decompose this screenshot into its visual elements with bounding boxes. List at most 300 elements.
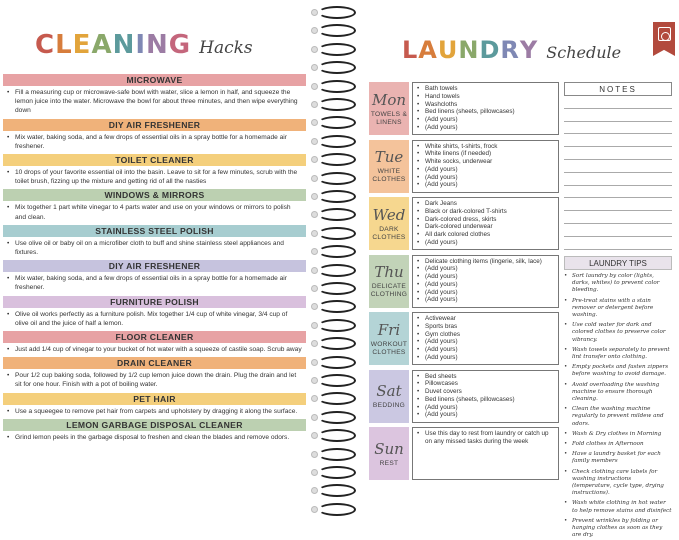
task-text: (Add yours) <box>425 116 458 124</box>
task-item <box>417 388 554 396</box>
title-letter: I <box>135 30 147 60</box>
day-name: Sat <box>376 382 402 400</box>
hack-heading: MICROWAVE <box>3 74 306 86</box>
title-letter: L <box>402 36 419 64</box>
bullet-icon: • <box>417 116 420 124</box>
hack-card <box>3 225 306 257</box>
day-row-mon <box>369 82 559 135</box>
task-item <box>417 396 554 404</box>
bullet-icon: • <box>564 364 568 371</box>
laundry-tips-section <box>564 256 672 540</box>
binding-hole <box>311 248 318 255</box>
bullet-icon: • <box>7 169 10 177</box>
task-text: White shirts, t-shirts, frock <box>425 142 498 150</box>
task-item <box>417 200 554 208</box>
hack-card <box>3 189 306 221</box>
hack-text-row <box>3 343 306 354</box>
task-item <box>417 108 554 116</box>
hack-heading: DIY AIR FRESHENER <box>3 260 306 272</box>
bullet-icon: • <box>417 231 420 239</box>
tip-item <box>564 441 672 448</box>
note-line[interactable] <box>564 96 672 109</box>
task-text: Sports bras <box>425 322 458 330</box>
task-item <box>417 338 554 346</box>
task-text: Black or dark-colored T-shirts <box>425 207 507 215</box>
bullet-icon: • <box>564 406 568 413</box>
spiral-ring <box>318 190 356 203</box>
spiral-ring <box>318 153 356 166</box>
spiral-ring <box>318 282 356 295</box>
task-text: Washcloths <box>425 100 458 108</box>
binding-hole <box>311 285 318 292</box>
hack-text-row <box>3 308 306 328</box>
day-tab <box>369 427 409 480</box>
day-task-box <box>412 370 559 423</box>
binding-hole <box>311 267 318 274</box>
hack-heading: FURNITURE POLISH <box>3 296 306 308</box>
note-line[interactable] <box>564 147 672 160</box>
day-row-sun <box>369 427 559 480</box>
notes-heading: NOTES <box>564 82 672 96</box>
bullet-icon: • <box>417 330 420 338</box>
bullet-icon: • <box>7 433 10 441</box>
binding-hole <box>311 340 318 347</box>
task-item <box>417 296 554 304</box>
note-line[interactable] <box>564 173 672 186</box>
hack-text: Just add 1/4 cup of vinegar to your bucket of hot water with a squeeze of castile soap. Scrub away <box>15 346 302 354</box>
task-item <box>417 181 554 189</box>
day-tab <box>369 312 409 365</box>
task-text: (Add yours) <box>425 346 458 354</box>
tip-item <box>564 364 672 378</box>
bullet-icon: • <box>7 346 10 354</box>
binding-hole <box>311 395 318 402</box>
note-line[interactable] <box>564 211 672 224</box>
hack-heading: TOILET CLEANER <box>3 154 306 166</box>
spiral-ring <box>318 172 356 185</box>
day-name: Mon <box>371 90 407 109</box>
bullet-icon: • <box>417 372 420 380</box>
task-item <box>417 116 554 124</box>
binding-hole <box>311 322 318 329</box>
binding-hole <box>311 119 318 126</box>
bullet-icon: • <box>417 288 420 296</box>
hack-card <box>3 419 306 442</box>
task-text: Delicate clothing items (lingerie, silk, lace) <box>425 257 542 265</box>
day-category: WORKOUT CLOTHES <box>370 340 408 356</box>
bullet-icon: • <box>417 338 420 346</box>
task-text: (Add yours) <box>425 338 458 346</box>
hack-text: Olive oil works perfectly as a furniture polish. Mix together 1/4 cup of white vinegar, 3/4 cup of olive oil and the juice of half a lemon. <box>15 310 288 327</box>
hack-card <box>3 357 306 389</box>
bullet-icon: • <box>7 372 10 380</box>
tip-text: Have a laundry basket for each family members <box>572 451 661 465</box>
spiral-ring <box>318 135 356 148</box>
hack-text: Use olive oil or baby oil on a microfiber cloth to buff and shine stainless steel appliances and fixtures. <box>15 239 284 257</box>
bullet-icon: • <box>417 207 420 215</box>
task-item <box>417 346 554 354</box>
task-item <box>417 143 554 151</box>
hack-card <box>3 260 306 292</box>
day-name: Sun <box>374 439 404 458</box>
task-text: (Add yours) <box>425 288 458 296</box>
binding-hole <box>311 9 318 16</box>
title-letter: Y <box>519 36 539 64</box>
spiral-ring <box>318 356 356 369</box>
bullet-icon: • <box>417 257 420 265</box>
bullet-icon: • <box>417 165 420 173</box>
hack-text: Mix water, baking soda, and a few drops of essential oils in a spray bottle for a homemade air freshener. <box>15 275 287 292</box>
hack-text: Fill a measuring cup or microwave-safe bowl with water, slice a lemon in half, and squeeze the lemon juice into the water. Microwave the bowl for about three minutes, and then wipe everything down <box>15 89 298 115</box>
hack-text-row <box>3 431 306 442</box>
spiral-ring <box>318 429 356 442</box>
task-text: Dark-colored underwear <box>425 223 493 231</box>
task-item <box>417 281 554 289</box>
task-item <box>417 158 554 166</box>
bullet-icon: • <box>417 100 420 108</box>
binding-hole <box>311 193 318 200</box>
bullet-icon: • <box>417 346 420 354</box>
binding-hole <box>311 83 318 90</box>
tip-item <box>564 518 672 540</box>
task-item <box>417 166 554 174</box>
task-item <box>417 430 554 446</box>
day-task-box <box>412 312 559 365</box>
page-title <box>35 30 253 70</box>
bullet-icon: • <box>7 89 10 96</box>
spiral-ring <box>318 80 356 93</box>
bullet-icon: • <box>417 123 420 131</box>
spiral-ring <box>318 116 356 129</box>
task-item <box>417 411 554 419</box>
spiral-ring <box>318 61 356 74</box>
task-item <box>417 124 554 132</box>
tip-text: Fold clothes in Afternoon <box>572 441 644 448</box>
note-line[interactable] <box>564 237 672 250</box>
spiral-ring <box>318 227 356 240</box>
task-item <box>417 373 554 381</box>
day-category: DARK CLOTHES <box>372 225 406 241</box>
title-letter: R <box>500 36 520 64</box>
tip-item <box>564 406 672 428</box>
task-text: (Add yours) <box>425 238 458 246</box>
hack-card <box>3 74 306 116</box>
tip-item <box>564 322 672 344</box>
spiral-ring <box>318 411 356 424</box>
spiral-ring <box>318 208 356 221</box>
day-row-tue <box>369 140 559 193</box>
weekly-schedule <box>369 82 559 485</box>
task-text: (Add yours) <box>425 265 458 273</box>
binding-hole <box>311 377 318 384</box>
binding-hole <box>311 27 318 34</box>
bullet-icon: • <box>417 280 420 288</box>
task-text: (Add yours) <box>425 411 458 419</box>
task-item <box>417 331 554 339</box>
bullet-icon: • <box>417 430 420 437</box>
bullet-icon: • <box>7 239 10 247</box>
bullet-icon: • <box>417 322 420 330</box>
hack-heading: DIY AIR FRESHENER <box>3 119 306 131</box>
title-letter: G <box>168 30 192 60</box>
spiral-ring <box>318 24 356 37</box>
binding-hole <box>311 303 318 310</box>
task-text: (Add yours) <box>425 353 458 361</box>
task-item <box>417 85 554 93</box>
spiral-ring <box>318 319 356 332</box>
day-task-box <box>412 140 559 193</box>
binding-hole <box>311 506 318 513</box>
bullet-icon: • <box>564 297 568 304</box>
bullet-icon: • <box>564 441 568 448</box>
note-line[interactable] <box>564 198 672 211</box>
tip-item <box>564 431 672 438</box>
task-item <box>417 404 554 412</box>
tip-item <box>564 273 672 295</box>
task-item <box>417 265 554 273</box>
task-text: Bed linens (sheets, pillowcases) <box>425 108 515 116</box>
hack-text: Mix water, baking soda, and a few drops of essential oils in a spray bottle for a homemade air freshener. <box>15 133 287 150</box>
bullet-icon: • <box>417 238 420 246</box>
hack-heading: DRAIN CLEANER <box>3 357 306 369</box>
note-line[interactable] <box>564 109 672 122</box>
bullet-icon: • <box>564 430 568 437</box>
hack-heading: PET HAIR <box>3 393 306 405</box>
spiral-ring <box>318 264 356 277</box>
task-item <box>417 223 554 231</box>
hack-text-row <box>3 272 306 292</box>
task-item <box>417 239 554 247</box>
binding-hole <box>311 46 318 53</box>
title-word <box>35 30 191 60</box>
tip-text: Prevent wrinkles by folding or hanging clothes as soon as they are dry. <box>572 517 663 539</box>
hack-text-row <box>3 201 306 221</box>
tip-text: Sort laundry by color (lights, darks, whites) to prevent color bleeding. <box>572 273 660 294</box>
bullet-icon: • <box>7 310 10 318</box>
bullet-icon: • <box>564 346 568 353</box>
tip-item <box>564 469 672 498</box>
bullet-icon: • <box>7 407 10 415</box>
note-line[interactable] <box>564 186 672 199</box>
bullet-icon: • <box>564 468 568 475</box>
binding-hole <box>311 432 318 439</box>
day-task-box <box>412 197 559 250</box>
laundry-schedule-page <box>366 0 679 539</box>
day-task-box <box>412 82 559 135</box>
day-row-thu <box>369 255 559 308</box>
bullet-icon: • <box>417 265 420 273</box>
hacks-list <box>3 74 306 445</box>
bullet-icon: • <box>417 158 420 166</box>
title-letter: L <box>55 30 73 60</box>
binding-hole <box>311 211 318 218</box>
task-text: (Add yours) <box>425 403 458 411</box>
bullet-icon: • <box>417 388 420 396</box>
title-letter: E <box>72 30 92 60</box>
binding-hole <box>311 101 318 108</box>
tip-text: Wash white clothing in hot water to help remove stains and disinfect <box>572 500 672 514</box>
task-text: (Add yours) <box>425 181 458 189</box>
day-row-sat <box>369 370 559 423</box>
task-item <box>417 93 554 101</box>
notes-section <box>564 82 672 250</box>
tips-heading: LAUNDRY TIPS <box>564 256 672 270</box>
hack-text: Grind lemon peels in the garbage disposal to freshen and clean the blades and remove odors. <box>15 433 290 441</box>
bullet-icon: • <box>417 296 420 304</box>
bullet-icon: • <box>417 315 420 322</box>
task-text: All dark colored clothes <box>425 231 491 239</box>
task-item <box>417 354 554 362</box>
bullet-icon: • <box>564 500 568 507</box>
bullet-icon: • <box>7 204 10 212</box>
bullet-icon: • <box>417 142 420 150</box>
page-title <box>402 36 621 64</box>
day-name: Fri <box>377 320 401 339</box>
hack-text: Mix together 1 part white vinegar to 4 parts water and use on your windows or mirrors to polish and clean. <box>15 204 291 221</box>
hack-card <box>3 296 306 328</box>
day-task-box <box>412 255 559 308</box>
binding-hole <box>311 487 318 494</box>
bullet-icon: • <box>564 381 568 388</box>
day-tab <box>369 370 409 423</box>
tip-text: Wash & Dry clothes in Morning <box>572 430 662 437</box>
day-name: Tue <box>374 148 404 166</box>
spiral-ring <box>318 98 356 111</box>
spiral-ring <box>318 503 356 516</box>
day-category: REST <box>379 459 399 467</box>
day-category: DELICATE CLOTHING <box>370 283 408 298</box>
bullet-icon: • <box>417 411 420 419</box>
hack-heading: LEMON GARBAGE DISPOSAL CLEANER <box>3 419 306 431</box>
spiral-ring <box>318 466 356 479</box>
title-letter: A <box>418 36 438 64</box>
hack-text-row <box>3 131 306 151</box>
bullet-icon: • <box>564 273 568 279</box>
task-text: Hand towels <box>425 92 460 100</box>
bullet-icon: • <box>417 215 420 223</box>
task-item <box>417 273 554 281</box>
hack-card <box>3 393 306 416</box>
hack-text: Use a squeegee to remove pet hair from carpets and upholstery by dragging it along the surface. <box>15 407 298 415</box>
bullet-icon: • <box>417 92 420 100</box>
day-task-box <box>412 427 559 480</box>
bullet-icon: • <box>564 451 568 458</box>
hack-text-row <box>3 405 306 416</box>
spiral-ring <box>318 43 356 56</box>
bullet-icon: • <box>417 353 420 361</box>
bullet-icon: • <box>417 395 420 403</box>
task-item <box>417 174 554 182</box>
spiral-ring <box>318 300 356 313</box>
bullet-icon: • <box>417 173 420 181</box>
bullet-icon: • <box>7 133 10 141</box>
task-text: Pillowcases <box>425 380 458 388</box>
hack-text-row <box>3 369 306 389</box>
hack-text-row <box>3 166 306 186</box>
task-item <box>417 380 554 388</box>
tip-item <box>564 298 672 320</box>
tip-text: Pre-treat stains with a stain remover or detergent before washing. <box>572 297 654 319</box>
task-item <box>417 208 554 216</box>
task-item <box>417 150 554 158</box>
title-letter: N <box>146 30 169 60</box>
binding-hole <box>311 64 318 71</box>
note-line[interactable] <box>564 122 672 135</box>
task-text: White socks, underwear <box>425 158 493 166</box>
note-line[interactable] <box>564 134 672 147</box>
tip-text: Empty pockets and fasten zippers before washing to avoid damage. <box>572 364 669 378</box>
title-word <box>402 36 538 64</box>
bullet-icon: • <box>417 380 420 388</box>
bullet-icon: • <box>417 403 420 411</box>
task-item <box>417 258 554 266</box>
bullet-icon: • <box>417 273 420 281</box>
day-tab <box>369 82 409 135</box>
binding-hole <box>311 451 318 458</box>
note-line[interactable] <box>564 160 672 173</box>
title-letter: U <box>437 36 459 64</box>
spiral-ring <box>318 484 356 497</box>
spiral-ring <box>318 245 356 258</box>
task-text: White linens (if needed) <box>425 150 492 158</box>
tip-text: Avoid overloading the washing machine to ensure thorough cleaning. <box>572 381 660 403</box>
spiral-ring <box>318 392 356 405</box>
task-item <box>417 216 554 224</box>
tip-item <box>564 347 672 361</box>
spiral-ring <box>318 448 356 461</box>
day-category: WHITE CLOTHES <box>372 168 406 183</box>
day-tab <box>369 255 409 308</box>
tip-item <box>564 500 672 514</box>
title-script: Schedule <box>546 43 622 62</box>
cleaning-hacks-page <box>0 0 310 521</box>
bullet-icon: • <box>417 200 420 207</box>
title-letter: C <box>35 30 56 60</box>
hack-heading: WINDOWS & MIRRORS <box>3 189 306 201</box>
note-line[interactable] <box>564 224 672 237</box>
day-tab <box>369 197 409 250</box>
washing-machine-icon <box>653 22 675 56</box>
task-text: (Add yours) <box>425 165 458 173</box>
binding-hole <box>311 175 318 182</box>
tip-item <box>564 451 672 465</box>
task-text: (Add yours) <box>425 280 458 288</box>
hack-text-row <box>3 237 306 257</box>
task-item <box>417 323 554 331</box>
tip-text: Check clothing care labels for washing instructions (temperature, cycle type, drying instructions). <box>572 468 664 497</box>
binding-hole <box>311 469 318 476</box>
title-letter: A <box>91 30 113 60</box>
day-row-wed <box>369 197 559 250</box>
day-category: TOWELS & LINENS <box>370 110 408 126</box>
bullet-icon: • <box>564 322 568 329</box>
task-item <box>417 101 554 109</box>
task-text: Bed linens (sheets, pillowcases) <box>425 395 515 403</box>
hack-text: 10 drops of your favorite essential oil into the basin. Leave to sit for a few minutes, scrub with the toilet brush, fizzing up the mixture and getting rid of all the nasties <box>15 169 298 186</box>
binding-hole <box>311 138 318 145</box>
task-text: Dark Jeans <box>425 200 457 207</box>
task-text: Use this day to rest from laundry or catch up on any missed tasks during the week <box>425 430 549 445</box>
day-name: Thu <box>374 263 404 281</box>
binding-hole <box>311 359 318 366</box>
day-category: BEDDING <box>372 402 406 409</box>
title-letter: N <box>458 36 480 64</box>
task-text: Bath towels <box>425 85 458 92</box>
bullet-icon: • <box>417 85 420 92</box>
hack-card <box>3 154 306 186</box>
title-letter: N <box>112 30 136 60</box>
spiral-binding <box>308 0 368 521</box>
